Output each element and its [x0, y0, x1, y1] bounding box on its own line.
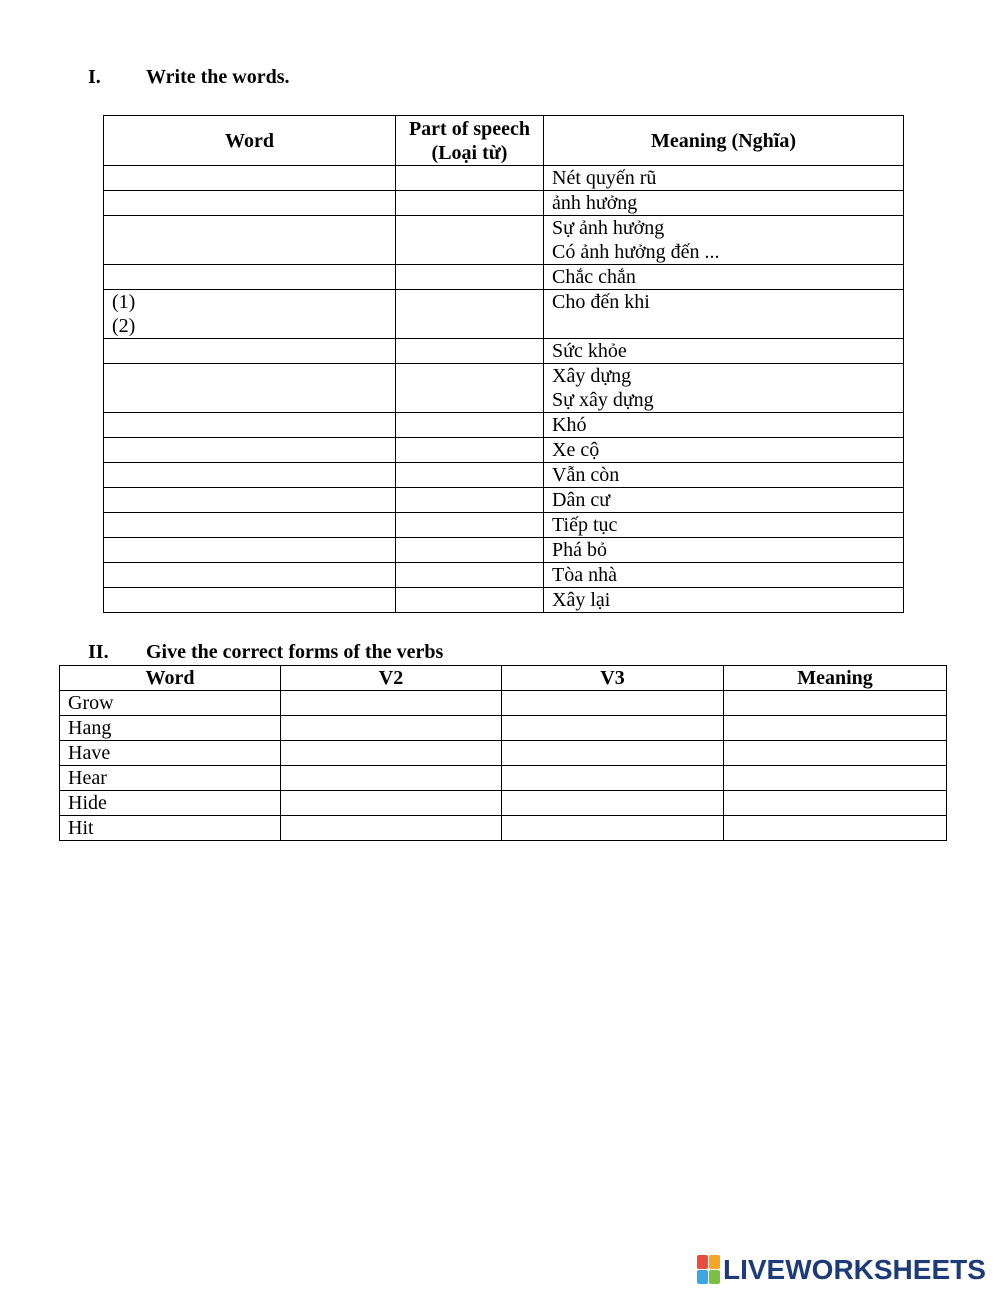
verb-meaning-cell[interactable] — [724, 816, 947, 841]
meaning-cell: Khó — [544, 413, 904, 438]
vocabulary-row — [104, 563, 904, 588]
word-cell[interactable] — [104, 413, 396, 438]
logo-square-4 — [709, 1270, 720, 1284]
v2-cell[interactable] — [281, 816, 502, 841]
meaning-cell: Sức khỏe — [544, 339, 904, 364]
section-1-number: I. — [88, 66, 101, 88]
section-2-heading — [88, 641, 443, 664]
v3-cell[interactable] — [502, 791, 724, 816]
vocabulary-row — [104, 438, 904, 463]
header-word: Word — [60, 666, 281, 691]
word-cell[interactable] — [104, 265, 396, 290]
word-cell[interactable] — [104, 438, 396, 463]
liveworksheets-logo-icon — [697, 1255, 721, 1285]
word-cell[interactable] — [104, 364, 396, 413]
meaning-cell: Vẫn còn — [544, 463, 904, 488]
part-of-speech-cell[interactable] — [396, 290, 544, 339]
vocabulary-row — [104, 364, 904, 413]
verb-meaning-cell[interactable] — [724, 716, 947, 741]
word-cell[interactable] — [104, 339, 396, 364]
v3-cell[interactable] — [502, 766, 724, 791]
vocabulary-row — [104, 588, 904, 613]
verb-word-cell: Have — [60, 741, 281, 766]
logo-text: LIVEWORKSHEETS — [723, 1254, 986, 1285]
vocabulary-row — [104, 216, 904, 265]
word-cell[interactable] — [104, 191, 396, 216]
verb-forms-table — [59, 665, 947, 841]
verb-row — [60, 816, 947, 841]
logo-square-1 — [697, 1255, 708, 1269]
section-2-number: II. — [88, 641, 109, 663]
header-meaning: Meaning (Nghĩa) — [544, 116, 904, 166]
vocabulary-row — [104, 513, 904, 538]
logo-square-2 — [709, 1255, 720, 1269]
part-of-speech-cell[interactable] — [396, 364, 544, 413]
meaning-cell: Xây lại — [544, 588, 904, 613]
v2-cell[interactable] — [281, 766, 502, 791]
header-v3: V3 — [502, 666, 724, 691]
header-word: Word — [104, 116, 396, 166]
meaning-cell: ảnh hưởng — [544, 191, 904, 216]
section-1-heading — [88, 66, 290, 89]
word-cell[interactable] — [104, 513, 396, 538]
v2-cell[interactable] — [281, 716, 502, 741]
verb-row — [60, 791, 947, 816]
part-of-speech-cell[interactable] — [396, 538, 544, 563]
part-of-speech-cell[interactable] — [396, 488, 544, 513]
word-cell[interactable] — [104, 588, 396, 613]
meaning-cell: Xây dựng Sự xây dựng — [544, 364, 904, 413]
meaning-cell: Chắc chắn — [544, 265, 904, 290]
header-meaning: Meaning — [724, 666, 947, 691]
word-cell[interactable] — [104, 166, 396, 191]
word-cell[interactable]: (1) (2) — [104, 290, 396, 339]
verb-word-cell: Hear — [60, 766, 281, 791]
verb-word-cell: Grow — [60, 691, 281, 716]
v2-cell[interactable] — [281, 691, 502, 716]
meaning-cell: Dân cư — [544, 488, 904, 513]
word-cell[interactable] — [104, 538, 396, 563]
section-1-title: Write the words. — [146, 66, 290, 88]
word-cell[interactable] — [104, 463, 396, 488]
part-of-speech-cell[interactable] — [396, 588, 544, 613]
meaning-cell: Sự ảnh hưởng Có ảnh hưởng đến ... — [544, 216, 904, 265]
part-of-speech-cell[interactable] — [396, 463, 544, 488]
vocabulary-row — [104, 339, 904, 364]
verb-row — [60, 691, 947, 716]
part-of-speech-cell[interactable] — [396, 438, 544, 463]
vocabulary-table — [103, 115, 904, 613]
liveworksheets-logo — [697, 1253, 986, 1287]
vocabulary-row — [104, 265, 904, 290]
part-of-speech-cell[interactable] — [396, 166, 544, 191]
part-of-speech-cell[interactable] — [396, 513, 544, 538]
part-of-speech-cell[interactable] — [396, 191, 544, 216]
verb-meaning-cell[interactable] — [724, 741, 947, 766]
verb-row — [60, 766, 947, 791]
vocabulary-row — [104, 488, 904, 513]
v3-cell[interactable] — [502, 716, 724, 741]
verb-row — [60, 741, 947, 766]
verb-meaning-cell[interactable] — [724, 691, 947, 716]
verb-word-cell: Hang — [60, 716, 281, 741]
part-of-speech-cell[interactable] — [396, 339, 544, 364]
word-cell[interactable] — [104, 216, 396, 265]
section-2-title: Give the correct forms of the verbs — [146, 641, 444, 663]
meaning-cell: Nét quyến rũ — [544, 166, 904, 191]
part-of-speech-cell[interactable] — [396, 216, 544, 265]
verb-meaning-cell[interactable] — [724, 766, 947, 791]
vocabulary-row — [104, 413, 904, 438]
v2-cell[interactable] — [281, 791, 502, 816]
verb-header-row — [60, 666, 947, 691]
v2-cell[interactable] — [281, 741, 502, 766]
header-v2: V2 — [281, 666, 502, 691]
vocabulary-row — [104, 166, 904, 191]
vocabulary-header-row — [104, 116, 904, 166]
vocabulary-row — [104, 290, 904, 339]
vocabulary-row — [104, 191, 904, 216]
v3-cell[interactable] — [502, 691, 724, 716]
vocabulary-row — [104, 463, 904, 488]
word-cell[interactable] — [104, 488, 396, 513]
meaning-cell: Tiếp tục — [544, 513, 904, 538]
meaning-cell: Cho đến khi — [544, 290, 904, 339]
word-cell[interactable] — [104, 563, 396, 588]
logo-square-3 — [697, 1270, 708, 1284]
v3-cell[interactable] — [502, 816, 724, 841]
verb-row — [60, 716, 947, 741]
meaning-cell: Phá bỏ — [544, 538, 904, 563]
verb-meaning-cell[interactable] — [724, 791, 947, 816]
vocabulary-row — [104, 538, 904, 563]
part-of-speech-cell[interactable] — [396, 563, 544, 588]
meaning-cell: Xe cộ — [544, 438, 904, 463]
v3-cell[interactable] — [502, 741, 724, 766]
part-of-speech-cell[interactable] — [396, 413, 544, 438]
meaning-cell: Tòa nhà — [544, 563, 904, 588]
verb-word-cell: Hit — [60, 816, 281, 841]
header-part-of-speech: Part of speech (Loại từ) — [396, 116, 544, 166]
verb-word-cell: Hide — [60, 791, 281, 816]
part-of-speech-cell[interactable] — [396, 265, 544, 290]
